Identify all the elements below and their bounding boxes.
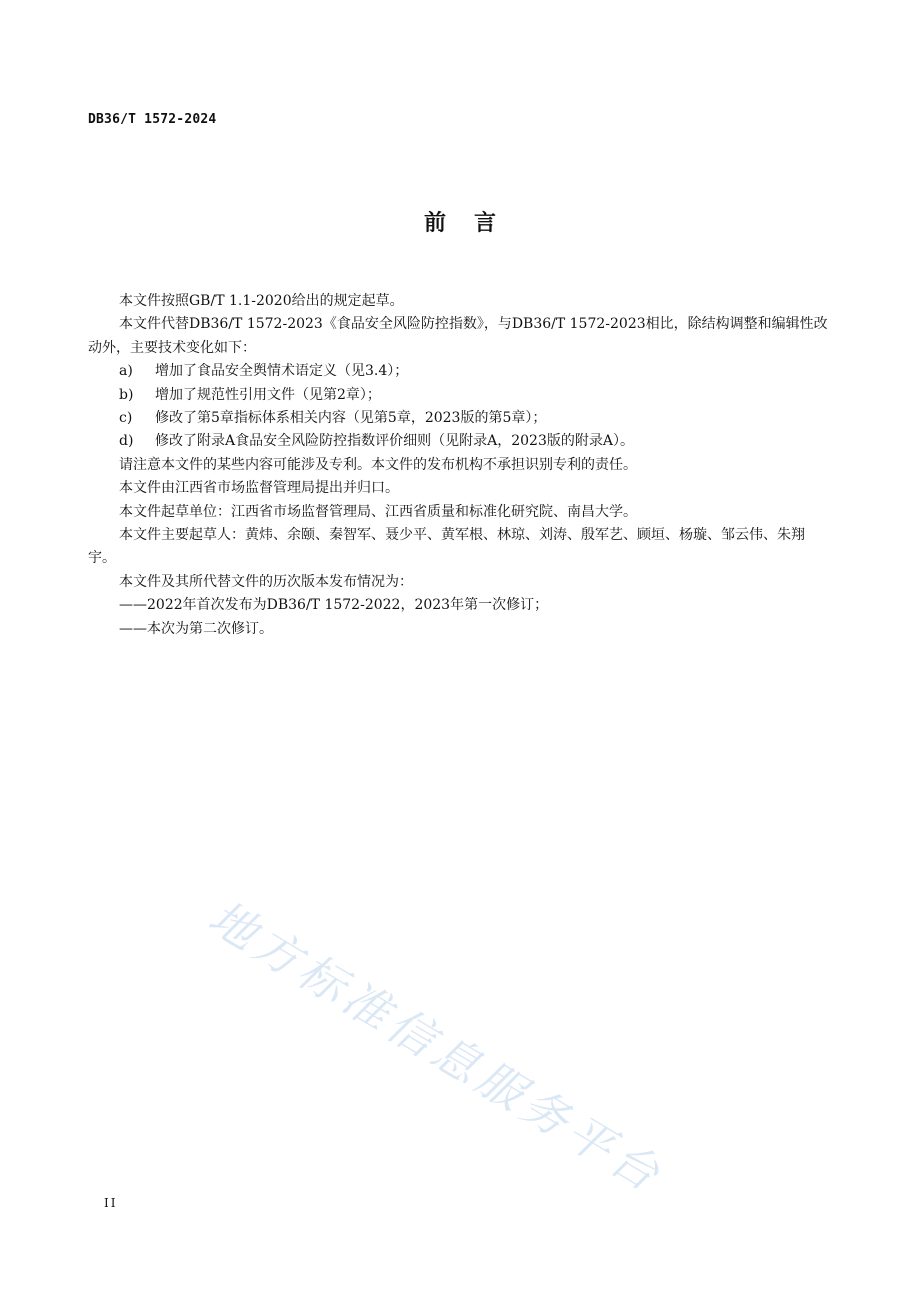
foreword-body xyxy=(88,290,828,641)
list-item-text: 修改了第5章指标体系相关内容（见第5章，2023版的第5章）； xyxy=(155,410,547,427)
page-title: 前言 xyxy=(423,211,524,236)
watermark: 地方标准信息服务平台 xyxy=(199,889,674,1204)
list-item xyxy=(88,360,828,383)
list-marker: d) xyxy=(119,433,134,450)
list-item-text: 修改了附录A食品安全风险防控指数评价细则（见附录A，2023版的附录A）。 xyxy=(155,433,634,450)
list-item xyxy=(88,407,828,430)
list-item xyxy=(88,384,828,407)
paragraph-replacement: 本文件代替DB36/T 1572-2023《食品安全风险防控指数》，与DB36/T 1572-2023相比，除结构调整和编辑性改动外，主要技术变化如下： xyxy=(88,316,828,356)
page-number: II xyxy=(104,1196,118,1210)
paragraph-drafters: 本文件主要起草人：黄炜、余颐、秦智军、聂少平、黄军根、林琼、刘涛、殷军艺、顾垣、杨璇、邹云伟、朱翔宇。 xyxy=(88,527,805,567)
list-item xyxy=(88,430,828,453)
list-marker: c) xyxy=(119,410,133,427)
list-marker: a) xyxy=(119,363,133,380)
history-item: ——2022年首次发布为DB36/T 1572-2022，2023年第一次修订； xyxy=(119,597,549,614)
history-item: ——本次为第二次修订。 xyxy=(119,620,273,637)
paragraph-version-history: 本文件及其所代替文件的历次版本发布情况为： xyxy=(119,573,413,590)
paragraph-drafting-rule: 本文件按照GB/T 1.1-2020给出的规定起草。 xyxy=(119,293,404,309)
list-marker: b) xyxy=(119,386,134,403)
paragraph-proposer: 本文件由江西省市场监督管理局提出并归口。 xyxy=(119,480,399,497)
list-item-text: 增加了食品安全舆情术语定义（见3.4）； xyxy=(155,363,409,380)
document-code: DB36/T 1572-2024 xyxy=(88,112,217,127)
paragraph-patent-notice: 请注意本文件的某些内容可能涉及专利。本文件的发布机构不承担识别专利的责任。 xyxy=(119,456,637,473)
paragraph-drafting-units: 本文件起草单位：江西省市场监督管理局、江西省质量和标准化研究院、南昌大学。 xyxy=(119,503,637,520)
list-item-text: 增加了规范性引用文件（见第2章）； xyxy=(155,386,381,403)
